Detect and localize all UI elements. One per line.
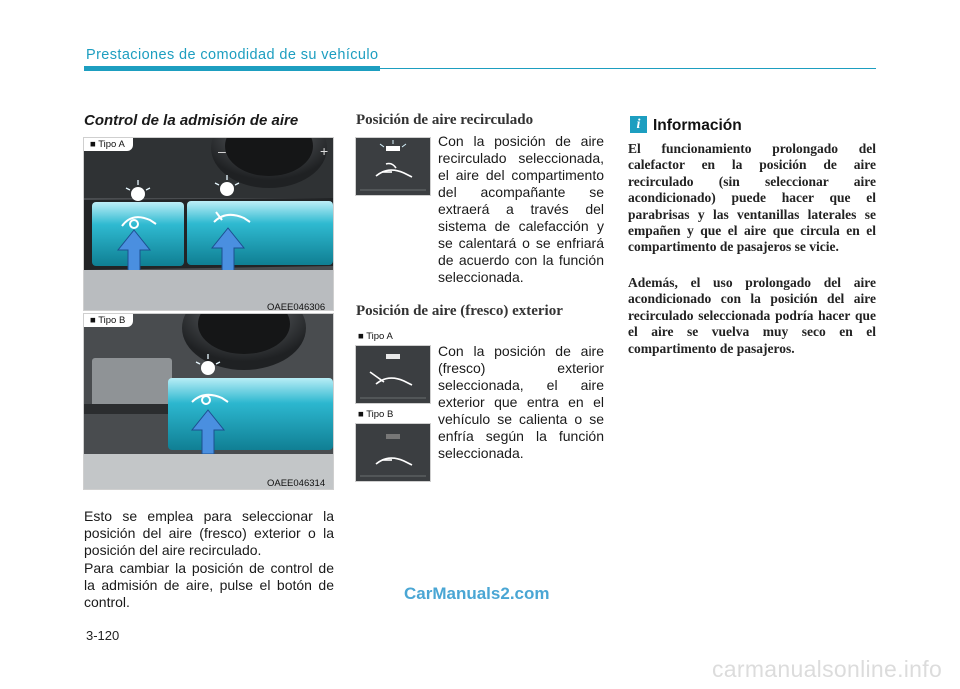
info-title: Información [653, 117, 742, 134]
info-paragraph-2: Además, el uso prolongado del aire acondicionado con la posición del aire recirculado seleccionada podría hacer que el aire se vuelva muy seco en el compartimento de pasajeros. [628, 275, 876, 356]
figure-b-tag: ■ Tipo B [84, 314, 133, 327]
figure-type-a [83, 137, 334, 311]
header-rule-thick [84, 66, 380, 71]
info-icon: i [630, 116, 647, 133]
figure-a-tag: ■ Tipo A [84, 138, 133, 151]
figure-a-illustration [84, 138, 333, 310]
recirculated-description: Con la posición de aire recirculado seleccionada, el aire del compartimento del acompañante se extraerá a través del sistema de calefacción y se calentará o se enfriará de acuerdo con la función seleccionada. [438, 133, 604, 285]
figure-a-code: OAEE046306 [267, 302, 326, 313]
watermark-carmanuals2[interactable]: CarManuals2.com [404, 584, 550, 603]
recirculated-icon [356, 138, 430, 195]
paragraph-instructions: Para cambiar la posición de control de la admisión de aire, pulse el botón de control. [84, 560, 334, 610]
recirculated-button-image [355, 137, 431, 196]
figure-b-illustration [84, 314, 333, 489]
fresh-button-image-type-a [355, 345, 431, 404]
fresh-button-image-type-b [355, 423, 431, 482]
page-number: 3-120 [86, 628, 120, 643]
section-title-fresh: Posición de aire (fresco) exterior [356, 303, 563, 319]
section-title-recirculated: Posición de aire recirculado [356, 112, 534, 128]
paragraph-purpose: Esto se emplea para seleccionar la posición del aire (fresco) exterior o la posición del aire recirculado. [84, 508, 334, 558]
section-title-air-intake: Control de la admisión de aire [84, 112, 299, 129]
header-rule-thin [380, 68, 876, 69]
figure-type-b [83, 313, 334, 490]
header-title: Prestaciones de comodidad de su vehículo [86, 47, 379, 63]
fresh-air-icon-b [356, 424, 430, 481]
brand-watermark: carmanualsonline.info [712, 656, 943, 682]
info-paragraph-1: El funcionamiento prolongado del calefactor en la posición de aire recirculado (sin seleccionar aire acondicionado) puede hacer que el parabrisas y las ventanillas laterales se empañen y que el aire que circula en el compartimento de pasajeros se vicie. [628, 141, 876, 255]
fresh-air-icon-a [356, 346, 430, 403]
fresh-description: Con la posición de aire (fresco) exterior seleccionada, el aire exterior que entra en el vehículo se calienta o se enfría según la función seleccionada. [438, 343, 604, 461]
fresh-tag-type-a: ■ Tipo A [358, 331, 393, 342]
svg-text:+: + [320, 143, 329, 159]
fresh-tag-type-b: ■ Tipo B [358, 409, 394, 420]
figure-b-code: OAEE046314 [267, 478, 326, 489]
svg-text:–: – [218, 143, 226, 159]
